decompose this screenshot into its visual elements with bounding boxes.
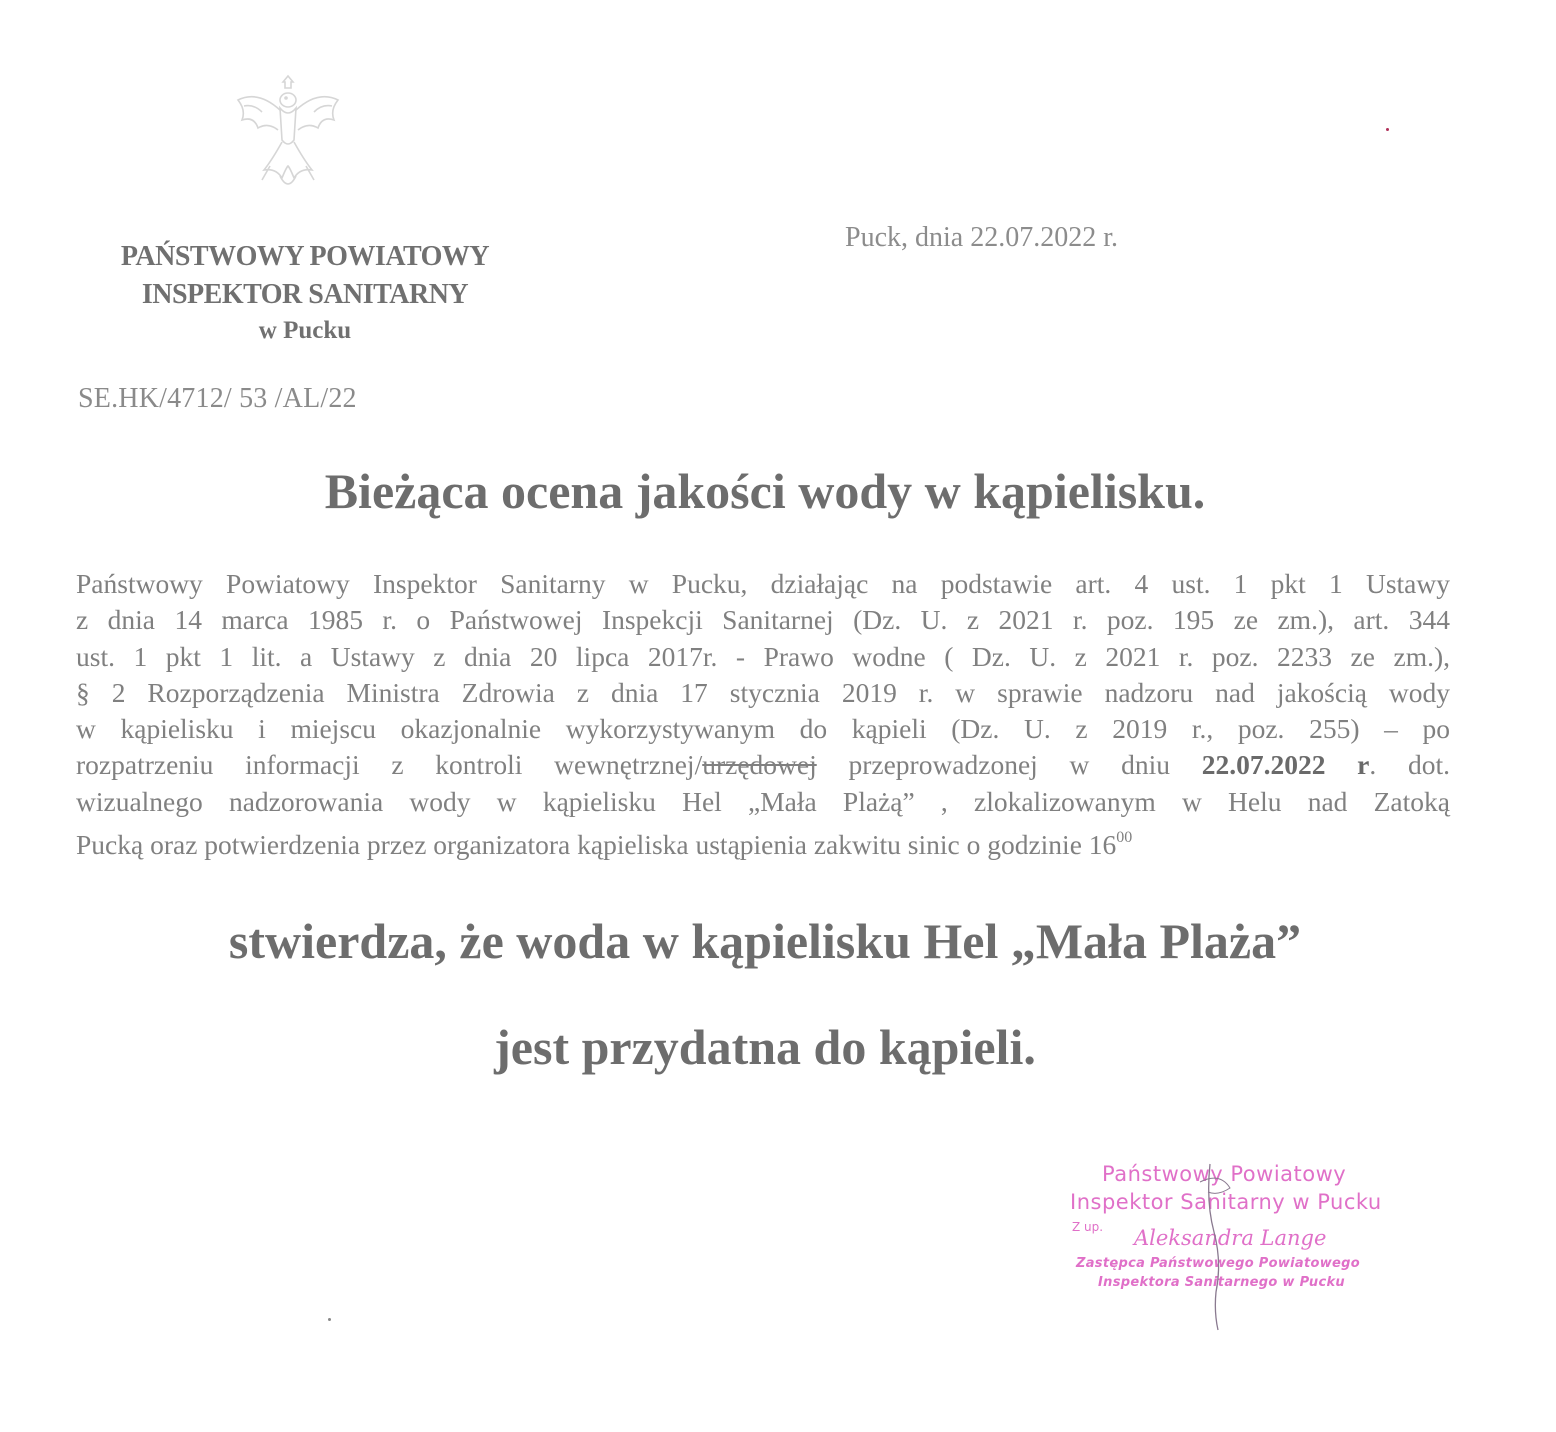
body-line-6-a: rozpatrzeniu informacji z kontroli wewnętrznej/: [76, 749, 703, 781]
struck-word: urzędowej: [702, 749, 817, 781]
signature-mark-icon: [1170, 1162, 1270, 1332]
conclusion-line-1: stwierdza, że woda w kąpielisku Hel „Mała Plaża”: [228, 913, 1302, 969]
body-line-8: [76, 820, 1450, 863]
official-stamp: [1060, 1162, 1440, 1332]
body-line-4: § 2 Rozporządzenia Ministra Zdrowia z dnia 17 stycznia 2019 r. w sprawie nadzoru nad jakością wody: [76, 676, 1450, 708]
speck: [1386, 128, 1389, 131]
header-line-2: INSPEKTOR SANITARNY: [141, 279, 469, 310]
eagle-emblem-icon: [228, 70, 348, 200]
body-line-8-text: Pucką oraz potwierdzenia przez organizatora kąpieliska ustąpienia zakwitu sinic o godzinie 16: [76, 829, 1117, 861]
conclusion-line-2: jest przydatna do kąpieli.: [494, 1019, 1036, 1075]
body-line-7: wizualnego nadzorowania wody w kąpielisku Hel „Mała Plażą” , zlokalizowanym w Helu nad Zatoką: [76, 785, 1450, 817]
stamp-line-2: Inspektor Sanitarny w Pucku: [1070, 1190, 1382, 1214]
stamp-line-5: Zastępca Państwowego Powiatowego: [1076, 1256, 1360, 1271]
institution-header: [80, 238, 530, 350]
stamp-line-1: Państwowy Powiatowy: [1102, 1162, 1347, 1186]
body-line-6-b: przeprowadzonej w dniu: [816, 749, 1202, 781]
body-line-6: [76, 747, 1450, 783]
body-line-6-c: . dot.: [1369, 749, 1450, 781]
body-line-2: z dnia 14 marca 1985 r. o Państwowej Inspekcji Sanitarnej (Dz. U. z 2021 r. poz. 195 ze zm.), art. 344: [76, 604, 1450, 636]
stamp-line-6: Inspektora Sanitarnego w Pucku: [1098, 1275, 1345, 1290]
hour-superscript: 00: [1116, 829, 1133, 847]
inspection-date: 22.07.2022 r: [1201, 749, 1370, 781]
body-paragraph: [76, 566, 1450, 863]
document-title: Bieżąca ocena jakości wody w kąpielisku.: [324, 463, 1206, 519]
stamp-signatory-name: Aleksandra Lange: [1134, 1226, 1327, 1250]
speck: [328, 1318, 331, 1321]
body-line-3: ust. 1 pkt 1 lit. a Ustawy z dnia 20 lipca 2017r. - Prawo wodne ( Dz. U. z 2021 r. poz. 2233 ze zm.),: [76, 640, 1450, 672]
stamp-line-3: Z up.: [1072, 1220, 1104, 1234]
reference-number: SE.HK/4712/ 53 /AL/22: [78, 383, 357, 414]
document-date: Puck, dnia 22.07.2022 r.: [845, 222, 1118, 253]
body-line-1: Państwowy Powiatowy Inspektor Sanitarny w Pucku, działając na podstawie art. 4 ust. 1 pkt 1 Ustawy: [76, 568, 1450, 599]
header-line-1: PAŃSTWOWY POWIATOWY: [120, 241, 490, 272]
body-line-5: w kąpielisku i miejscu okazjonalnie wykorzystywanym do kąpieli (Dz. U. z 2019 r., poz. 255) – po: [76, 713, 1450, 745]
header-line-3: w Pucku: [258, 317, 352, 344]
